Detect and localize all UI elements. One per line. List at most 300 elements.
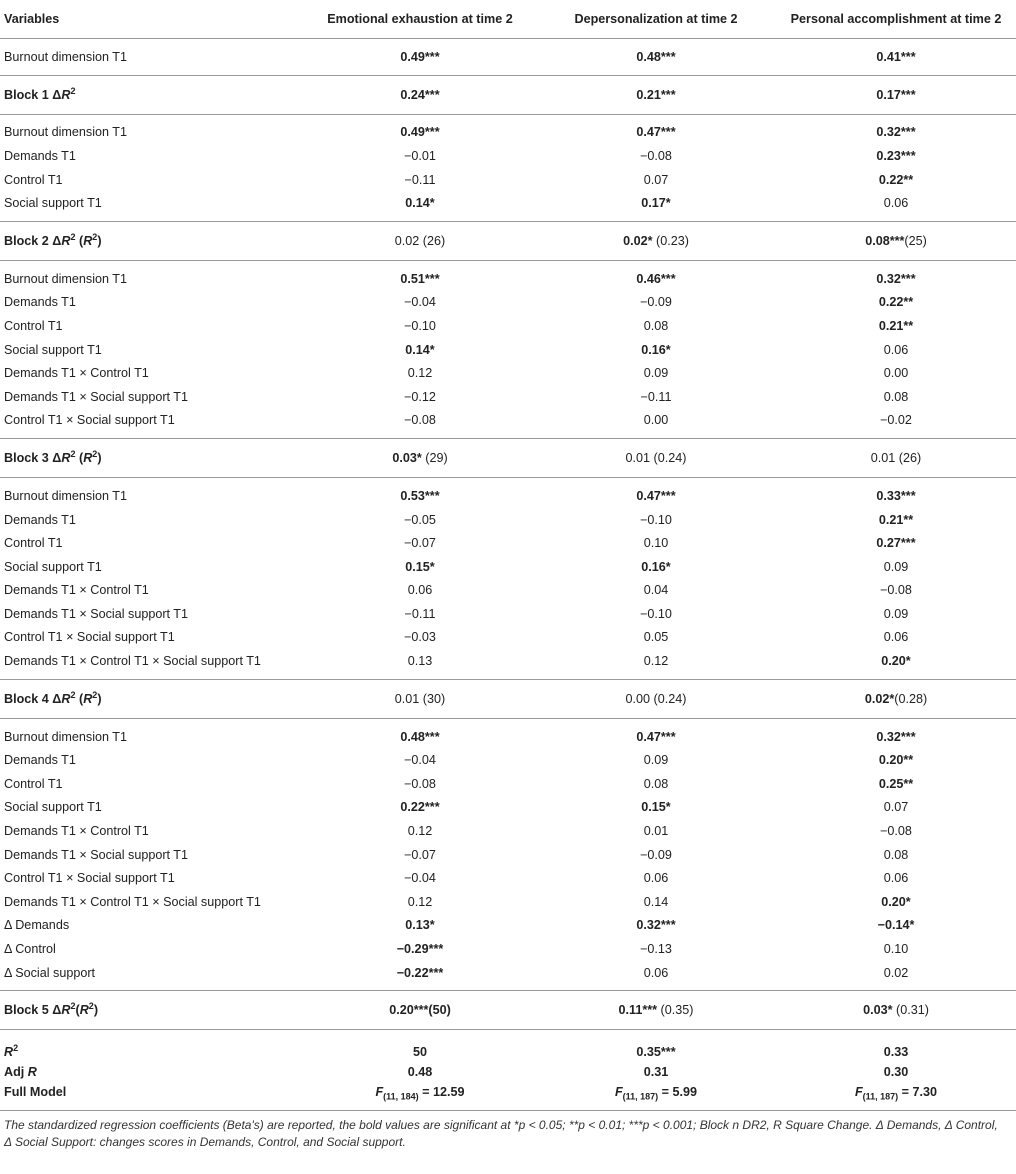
block-prefix: Block 1 (4, 87, 53, 102)
personal-accomplishment-block-plain: (0.31) (892, 1003, 929, 1018)
row-label (0, 314, 300, 338)
row-label (0, 914, 300, 938)
depersonalization-block-cell (536, 221, 772, 260)
depersonalization-cell (536, 314, 772, 338)
r-squared-v3 (772, 1030, 1016, 1061)
block-r: R (61, 233, 71, 248)
row-label (0, 260, 300, 290)
personal-accomplishment-cell-value: 0.00 (883, 366, 909, 381)
row-label (0, 508, 300, 532)
emotional-exhaustion-cell (300, 478, 536, 508)
personal-accomplishment-cell-value: 0.10 (883, 942, 909, 957)
personal-accomplishment-cell-value: 0.20* (881, 654, 911, 669)
emotional-exhaustion-cell-value: −0.04 (404, 871, 436, 886)
personal-accomplishment-cell-value: 0.09 (883, 559, 909, 574)
r-squared-label (0, 1030, 300, 1061)
emotional-exhaustion-cell-value: −0.04 (404, 295, 436, 310)
emotional-exhaustion-cell-value: 0.14* (405, 342, 435, 357)
personal-accomplishment-cell (772, 338, 1016, 362)
row-label-value: Demands T1 × Control T1 × Social support T1 (4, 894, 261, 909)
depersonalization-cell (536, 291, 772, 315)
emotional-exhaustion-cell (300, 843, 536, 867)
block-sup: 2 (70, 1001, 76, 1012)
depersonalization-block-bold: 0.21*** (636, 87, 676, 102)
table-row (0, 914, 1016, 938)
emotional-exhaustion-cell (300, 508, 536, 532)
emotional-exhaustion-cell-value: 0.48*** (400, 729, 440, 744)
row-label (0, 772, 300, 796)
emotional-exhaustion-block-bold: 0.24*** (400, 87, 440, 102)
depersonalization-cell-value: 0.16* (641, 559, 671, 574)
r-squared-v2 (536, 1030, 772, 1061)
row-label-value: Control T1 (4, 318, 63, 333)
personal-accomplishment-cell-value: 0.32*** (876, 271, 916, 286)
emotional-exhaustion-cell (300, 819, 536, 843)
adj-r-v2-value: 0.31 (643, 1065, 669, 1080)
table-row (0, 796, 1016, 820)
personal-accomplishment-cell-value: 0.20** (878, 753, 914, 768)
table-row (0, 626, 1016, 650)
table-row (0, 338, 1016, 362)
depersonalization-cell (536, 579, 772, 603)
personal-accomplishment-cell (772, 718, 1016, 748)
adj-r-r: R (27, 1065, 37, 1080)
row-label (0, 718, 300, 748)
depersonalization-cell-value: 0.04 (643, 583, 669, 598)
header-emotional-exhaustion: Emotional exhaustion at time 2 (327, 12, 513, 26)
table-row (0, 39, 1016, 76)
depersonalization-cell-value: 0.09 (643, 753, 669, 768)
full-model-stat: = 5.99 (658, 1085, 698, 1099)
depersonalization-cell (536, 144, 772, 168)
emotional-exhaustion-cell-value: 0.06 (407, 583, 433, 598)
row-label (0, 626, 300, 650)
emotional-exhaustion-cell (300, 531, 536, 555)
personal-accomplishment-cell-value: 0.33*** (876, 488, 916, 503)
row-label (0, 555, 300, 579)
block-delta: Δ (52, 1003, 62, 1018)
depersonalization-block-bold: 0.11*** (618, 1003, 658, 1018)
block-label (0, 75, 300, 114)
personal-accomplishment-block-bold: 0.03* (863, 1003, 893, 1018)
full-model-f: F (375, 1085, 384, 1099)
block-sup: 2 (70, 231, 76, 242)
r-squared-v1 (300, 1030, 536, 1061)
emotional-exhaustion-cell (300, 144, 536, 168)
emotional-exhaustion-cell (300, 260, 536, 290)
depersonalization-cell-value: −0.09 (640, 847, 672, 862)
depersonalization-block-cell (536, 991, 772, 1030)
personal-accomplishment-cell-value: 0.08 (883, 847, 909, 862)
emotional-exhaustion-cell-value: −0.22*** (396, 965, 444, 980)
row-label-value: Control T1 × Social support T1 (4, 630, 175, 645)
personal-accomplishment-cell (772, 796, 1016, 820)
row-label-value: Demands T1 × Control T1 (4, 824, 149, 839)
emotional-exhaustion-cell-value: 0.49*** (400, 125, 440, 140)
emotional-exhaustion-cell (300, 937, 536, 961)
emotional-exhaustion-block-cell (300, 439, 536, 478)
personal-accomplishment-block-plain: 0.01 (26) (870, 451, 922, 466)
personal-accomplishment-cell (772, 914, 1016, 938)
table-row (0, 385, 1016, 409)
depersonalization-cell-value: 0.14 (643, 894, 669, 909)
personal-accomplishment-cell (772, 314, 1016, 338)
personal-accomplishment-cell (772, 144, 1016, 168)
depersonalization-cell (536, 718, 772, 748)
emotional-exhaustion-cell-value: −0.08 (404, 413, 436, 428)
block-summary-row (0, 439, 1016, 478)
row-label-value: Burnout dimension T1 (4, 125, 127, 140)
block-sup: 2 (70, 85, 76, 96)
depersonalization-cell (536, 819, 772, 843)
emotional-exhaustion-cell (300, 748, 536, 772)
full-model-v1 (300, 1084, 536, 1111)
emotional-exhaustion-cell (300, 626, 536, 650)
block-prefix: Block 4 (4, 691, 53, 706)
row-label (0, 385, 300, 409)
row-label (0, 937, 300, 961)
personal-accomplishment-block-cell (772, 221, 1016, 260)
row-label (0, 819, 300, 843)
depersonalization-cell (536, 602, 772, 626)
row-label-value: Control T1 × Social support T1 (4, 413, 175, 428)
row-label-value: Control T1 (4, 172, 63, 187)
row-label-value: Demands T1 (4, 295, 76, 310)
emotional-exhaustion-cell-value: −0.11 (404, 172, 436, 187)
personal-accomplishment-cell (772, 579, 1016, 603)
block-sup: 2 (70, 448, 76, 459)
depersonalization-block-plain: 0.00 (0.24) (625, 691, 687, 706)
emotional-exhaustion-cell (300, 914, 536, 938)
depersonalization-cell (536, 772, 772, 796)
row-label-value: Demands T1 × Control T1 × Social support T1 (4, 654, 261, 669)
row-label (0, 579, 300, 603)
row-label-value: Social support T1 (4, 800, 102, 815)
personal-accomplishment-cell-value: 0.07 (883, 800, 909, 815)
full-model-df: (11, 187) (862, 1091, 899, 1102)
emotional-exhaustion-cell-value: −0.12 (404, 389, 436, 404)
row-label-value: Demands T1 × Social support T1 (4, 606, 188, 621)
row-label-value: Burnout dimension T1 (4, 49, 127, 64)
depersonalization-cell-value: 0.46*** (636, 271, 676, 286)
block-summary-row (0, 679, 1016, 718)
personal-accomplishment-cell-value: 0.06 (883, 871, 909, 886)
table-row (0, 478, 1016, 508)
depersonalization-cell-value: 0.05 (643, 630, 669, 645)
row-label (0, 649, 300, 679)
personal-accomplishment-cell-value: 0.27*** (876, 536, 916, 551)
personal-accomplishment-cell (772, 409, 1016, 439)
emotional-exhaustion-cell (300, 314, 536, 338)
row-label (0, 796, 300, 820)
personal-accomplishment-cell (772, 555, 1016, 579)
row-label-value: Social support T1 (4, 559, 102, 574)
depersonalization-cell-value: 0.32*** (636, 918, 676, 933)
personal-accomplishment-cell (772, 385, 1016, 409)
row-label-value: Demands T1 (4, 753, 76, 768)
row-label (0, 114, 300, 144)
block-sup: 2 (70, 689, 76, 700)
emotional-exhaustion-cell (300, 579, 536, 603)
depersonalization-cell-value: −0.13 (640, 942, 672, 957)
emotional-exhaustion-cell-value: 0.13* (405, 918, 435, 933)
table-row (0, 937, 1016, 961)
personal-accomplishment-cell (772, 626, 1016, 650)
personal-accomplishment-cell-value: 0.22** (878, 172, 914, 187)
block-delta: Δ (52, 233, 62, 248)
personal-accomplishment-block-bold: 0.08*** (865, 233, 905, 248)
row-label (0, 843, 300, 867)
adj-r-v3 (772, 1060, 1016, 1084)
emotional-exhaustion-block-cell (300, 221, 536, 260)
row-label (0, 168, 300, 192)
depersonalization-cell-value: −0.11 (640, 389, 672, 404)
adj-r-v1-value: 0.48 (407, 1065, 433, 1080)
personal-accomplishment-cell (772, 748, 1016, 772)
r-squared-r: R (4, 1045, 14, 1060)
emotional-exhaustion-cell (300, 191, 536, 221)
personal-accomplishment-cell (772, 191, 1016, 221)
block-suffix: $(R^2)$ (75, 231, 102, 248)
emotional-exhaustion-cell-value: −0.11 (404, 606, 436, 621)
emotional-exhaustion-cell (300, 866, 536, 890)
depersonalization-cell (536, 338, 772, 362)
depersonalization-cell-value: 0.08 (643, 318, 669, 333)
row-label (0, 409, 300, 439)
depersonalization-cell (536, 39, 772, 76)
block-label (0, 991, 300, 1030)
depersonalization-cell (536, 961, 772, 991)
full-model-row (0, 1084, 1016, 1111)
personal-accomplishment-cell-value: 0.06 (883, 342, 909, 357)
block-label (0, 439, 300, 478)
emotional-exhaustion-cell (300, 168, 536, 192)
row-label (0, 531, 300, 555)
emotional-exhaustion-cell-value: 0.53*** (400, 488, 440, 503)
table-row (0, 579, 1016, 603)
emotional-exhaustion-cell-value: −0.29*** (396, 942, 444, 957)
full-model-v2 (536, 1084, 772, 1111)
emotional-exhaustion-cell (300, 772, 536, 796)
row-label (0, 191, 300, 221)
personal-accomplishment-block-bold: 0.02* (864, 691, 895, 706)
depersonalization-cell (536, 649, 772, 679)
personal-accomplishment-cell-value: −0.14* (877, 918, 915, 933)
emotional-exhaustion-cell-value: 0.13 (407, 654, 433, 669)
adj-r-label (0, 1060, 300, 1084)
table-row (0, 890, 1016, 914)
emotional-exhaustion-cell-value: 0.22*** (400, 800, 440, 815)
depersonalization-cell-value: 0.47*** (636, 488, 676, 503)
adj-r-v1 (300, 1060, 536, 1084)
table-row (0, 314, 1016, 338)
depersonalization-cell (536, 796, 772, 820)
emotional-exhaustion-block-cell (300, 75, 536, 114)
depersonalization-cell (536, 260, 772, 290)
row-label-value: Demands T1 × Social support T1 (4, 847, 188, 862)
personal-accomplishment-cell (772, 819, 1016, 843)
depersonalization-cell (536, 508, 772, 532)
table-row (0, 748, 1016, 772)
personal-accomplishment-cell (772, 508, 1016, 532)
personal-accomplishment-cell-value: 0.25** (878, 776, 914, 791)
personal-accomplishment-cell-value: 0.06 (883, 196, 909, 211)
header-variables: Variables (4, 12, 60, 26)
emotional-exhaustion-cell-value: −0.03 (404, 630, 436, 645)
footnote-text: The standardized regression coefficients (Beta's) are reported, the bold values are significant at *p < 0.05; **p < 0.01; ***p < 0.001; Block n DR2, R Square Change. Δ Demands, Δ Control, Δ Social Support: changes scores in Demands, Control, and Social support. (4, 1118, 998, 1149)
personal-accomplishment-cell-value: 0.41*** (876, 49, 916, 64)
table-row (0, 649, 1016, 679)
depersonalization-cell-value: 0.08 (643, 776, 669, 791)
table-row (0, 291, 1016, 315)
personal-accomplishment-cell (772, 602, 1016, 626)
block-prefix: Block 5 (4, 1003, 53, 1018)
depersonalization-cell-value: 0.15* (641, 800, 671, 815)
personal-accomplishment-cell (772, 39, 1016, 76)
depersonalization-cell-value: −0.08 (640, 148, 672, 163)
row-label-value: Demands T1 (4, 148, 76, 163)
table-row (0, 260, 1016, 290)
table-row (0, 508, 1016, 532)
depersonalization-cell (536, 191, 772, 221)
personal-accomplishment-cell (772, 531, 1016, 555)
depersonalization-block-cell (536, 679, 772, 718)
depersonalization-cell (536, 168, 772, 192)
full-model-v3 (772, 1084, 1016, 1111)
depersonalization-cell-value: 0.48*** (636, 49, 676, 64)
personal-accomplishment-block-plain: (0.28) (894, 691, 928, 706)
emotional-exhaustion-cell-value: −0.10 (404, 318, 436, 333)
emotional-exhaustion-cell (300, 718, 536, 748)
emotional-exhaustion-cell-value: 0.12 (407, 824, 433, 839)
depersonalization-cell (536, 866, 772, 890)
depersonalization-block-cell (536, 439, 772, 478)
table-row (0, 843, 1016, 867)
adj-r-row (0, 1060, 1016, 1084)
row-label (0, 961, 300, 991)
block-suffix: $(R^2)$ (75, 1001, 99, 1018)
personal-accomplishment-block-cell (772, 991, 1016, 1030)
depersonalization-cell-value: 0.10 (643, 536, 669, 551)
adj-r-prefix: Adj (4, 1065, 28, 1080)
personal-accomplishment-cell (772, 961, 1016, 991)
depersonalization-cell-value: 0.47*** (636, 729, 676, 744)
personal-accomplishment-cell-value: 0.06 (883, 630, 909, 645)
row-label (0, 338, 300, 362)
table-row (0, 531, 1016, 555)
emotional-exhaustion-cell-value: −0.05 (404, 512, 436, 527)
depersonalization-cell-value: 0.06 (643, 965, 669, 980)
r-squared-sup: 2 (13, 1043, 19, 1054)
block-delta: Δ (52, 451, 62, 466)
full-model-stat: = 7.30 (898, 1085, 938, 1099)
row-label-value: Social support T1 (4, 342, 102, 357)
table-row (0, 602, 1016, 626)
personal-accomplishment-block-cell (772, 75, 1016, 114)
block-r: R (61, 87, 71, 102)
depersonalization-cell (536, 626, 772, 650)
row-label-value: Demands T1 × Social support T1 (4, 389, 188, 404)
personal-accomplishment-cell (772, 843, 1016, 867)
emotional-exhaustion-cell-value: −0.01 (404, 148, 436, 163)
table-row (0, 961, 1016, 991)
table-row (0, 409, 1016, 439)
personal-accomplishment-cell-value: 0.08 (883, 389, 909, 404)
personal-accomplishment-cell (772, 866, 1016, 890)
emotional-exhaustion-cell (300, 555, 536, 579)
emotional-exhaustion-cell (300, 961, 536, 991)
block-summary-row (0, 221, 1016, 260)
table-body (0, 39, 1016, 1111)
depersonalization-cell-value: 0.07 (643, 172, 669, 187)
table-row (0, 718, 1016, 748)
personal-accomplishment-block-plain: (25) (904, 233, 927, 248)
row-label-value: Δ Demands (4, 918, 70, 933)
row-label-value: Burnout dimension T1 (4, 271, 127, 286)
full-model-df: (11, 187) (622, 1091, 659, 1102)
r-squared-v3-value: 0.33 (883, 1045, 909, 1060)
depersonalization-block-plain: (0.35) (657, 1003, 694, 1018)
row-label (0, 748, 300, 772)
row-label-value: Δ Social support (4, 965, 96, 980)
personal-accomplishment-block-cell (772, 439, 1016, 478)
emotional-exhaustion-cell-value: 0.12 (407, 366, 433, 381)
table-row (0, 144, 1016, 168)
depersonalization-cell (536, 555, 772, 579)
block-delta: Δ (52, 691, 62, 706)
block-suffix: $(R^2)$ (75, 448, 102, 466)
emotional-exhaustion-cell (300, 39, 536, 76)
personal-accomplishment-cell (772, 260, 1016, 290)
block-prefix: Block 3 (4, 451, 53, 466)
row-label (0, 361, 300, 385)
block-summary-row (0, 991, 1016, 1030)
personal-accomplishment-cell-value: 0.21** (878, 512, 914, 527)
emotional-exhaustion-cell (300, 602, 536, 626)
depersonalization-cell (536, 531, 772, 555)
row-label (0, 890, 300, 914)
emotional-exhaustion-block-plain: 0.01 (30) (394, 691, 446, 706)
block-delta: Δ (52, 87, 62, 102)
emotional-exhaustion-block-plain: (29) (421, 451, 448, 466)
personal-accomplishment-cell (772, 890, 1016, 914)
personal-accomplishment-cell-value: −0.02 (880, 413, 912, 428)
depersonalization-cell-value: 0.17* (641, 196, 671, 211)
row-label (0, 144, 300, 168)
emotional-exhaustion-cell-value: −0.04 (404, 753, 436, 768)
header-personal-accomplishment: Personal accomplishment at time 2 (790, 12, 1002, 26)
full-model-f: F (614, 1085, 623, 1099)
emotional-exhaustion-block-cell (300, 991, 536, 1030)
emotional-exhaustion-cell (300, 338, 536, 362)
emotional-exhaustion-cell-value: −0.08 (404, 776, 436, 791)
row-label (0, 866, 300, 890)
emotional-exhaustion-cell-value: 0.49*** (400, 49, 440, 64)
emotional-exhaustion-block-bold: 0.20***(50) (389, 1003, 451, 1018)
full-model-label: Full Model (0, 1084, 300, 1111)
table-row (0, 361, 1016, 385)
row-label (0, 291, 300, 315)
personal-accomplishment-block-bold: 0.17*** (876, 87, 916, 102)
depersonalization-cell-value: −0.10 (640, 606, 672, 621)
personal-accomplishment-cell-value: −0.08 (880, 824, 912, 839)
personal-accomplishment-cell (772, 478, 1016, 508)
row-label-value: Control T1 × Social support T1 (4, 871, 175, 886)
adj-r-v3-value: 0.30 (883, 1065, 909, 1080)
row-label-value: Δ Control (4, 942, 56, 957)
personal-accomplishment-cell (772, 291, 1016, 315)
personal-accomplishment-cell (772, 361, 1016, 385)
